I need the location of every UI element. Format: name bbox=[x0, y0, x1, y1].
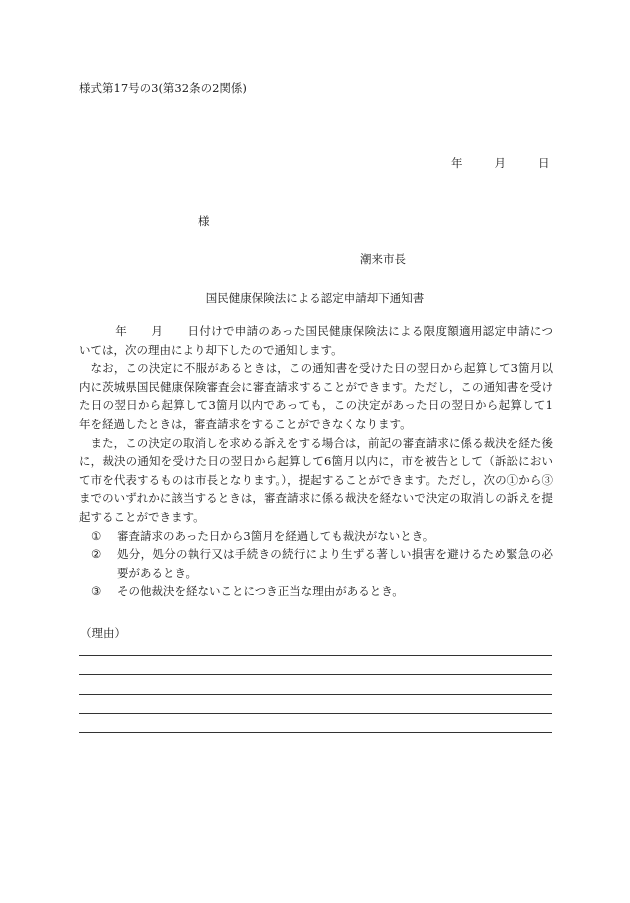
date-day-label: 日 bbox=[538, 156, 550, 170]
reason-line-5 bbox=[79, 732, 552, 733]
list-item-2 bbox=[79, 545, 553, 582]
p1-month-label: 月 bbox=[151, 324, 164, 338]
date-year-label: 年 bbox=[451, 156, 463, 170]
item-2-mark: ② bbox=[91, 547, 102, 562]
paragraph-1 bbox=[79, 322, 553, 359]
reason-line-4 bbox=[79, 713, 552, 714]
issuer-name: 潮来市長 bbox=[360, 252, 406, 266]
list-item-3 bbox=[79, 582, 553, 601]
date-month-label: 月 bbox=[494, 156, 506, 170]
item-3-mark: ③ bbox=[91, 584, 102, 599]
form-number: 様式第17号の3(第32条の2関係) bbox=[79, 81, 247, 95]
reason-line-1 bbox=[79, 655, 552, 656]
item-1-text: 審査請求のあった日から3箇月を経過しても裁決がないとき。 bbox=[117, 528, 435, 543]
reason-line-3 bbox=[79, 694, 552, 695]
p1-text: 日付けで申請のあった国民健康保険法による限度額適用認定申請については，次の理由により却下したので通知します。 bbox=[79, 324, 554, 357]
item-1-mark: ① bbox=[91, 528, 102, 543]
p1-year-label: 年 bbox=[115, 324, 128, 338]
reason-line-2 bbox=[79, 674, 552, 675]
date-line bbox=[451, 155, 550, 171]
item-2-text: 処分，処分の執行又は手続きの続行により生ずる著しい損害を避けるため緊急の必要があるとき。 bbox=[117, 547, 553, 580]
paragraph-2: なお，この決定に不服があるときは，この通知書を受けた日の翌日から起算して3箇月以内に茨城県国民健康保険審査会に審査請求することができます。ただし，この通知書を受けた日の翌日から起算して3箇月以内であっても，この決定があった日の翌日から起算して1年を経過したときは，審査請求をすることができなくなります。 bbox=[79, 361, 553, 431]
reason-label: （理由） bbox=[80, 626, 126, 640]
list-item-1 bbox=[79, 527, 553, 546]
addressee-suffix: 様 bbox=[198, 214, 210, 228]
paragraph-3: また，この決定の取消しを求める訴えをする場合は，前記の審査請求に係る裁決を経た後に，裁決の通知を受けた日の翌日から起算して6箇月以内に，市を被告として（訴訟において市を代表するものは市長となります。），提起することができます。ただし，次の①から③までのいずれかに該当するときは，審査請求に係る裁決を経ないで決定の取消しの訴えを提起することができます。 bbox=[79, 435, 553, 524]
item-3-text: その他裁決を経ないことにつき正当な理由があるとき。 bbox=[117, 584, 404, 599]
document-title: 国民健康保険法による認定申請却下通知書 bbox=[205, 291, 425, 305]
notice-body bbox=[79, 322, 553, 601]
